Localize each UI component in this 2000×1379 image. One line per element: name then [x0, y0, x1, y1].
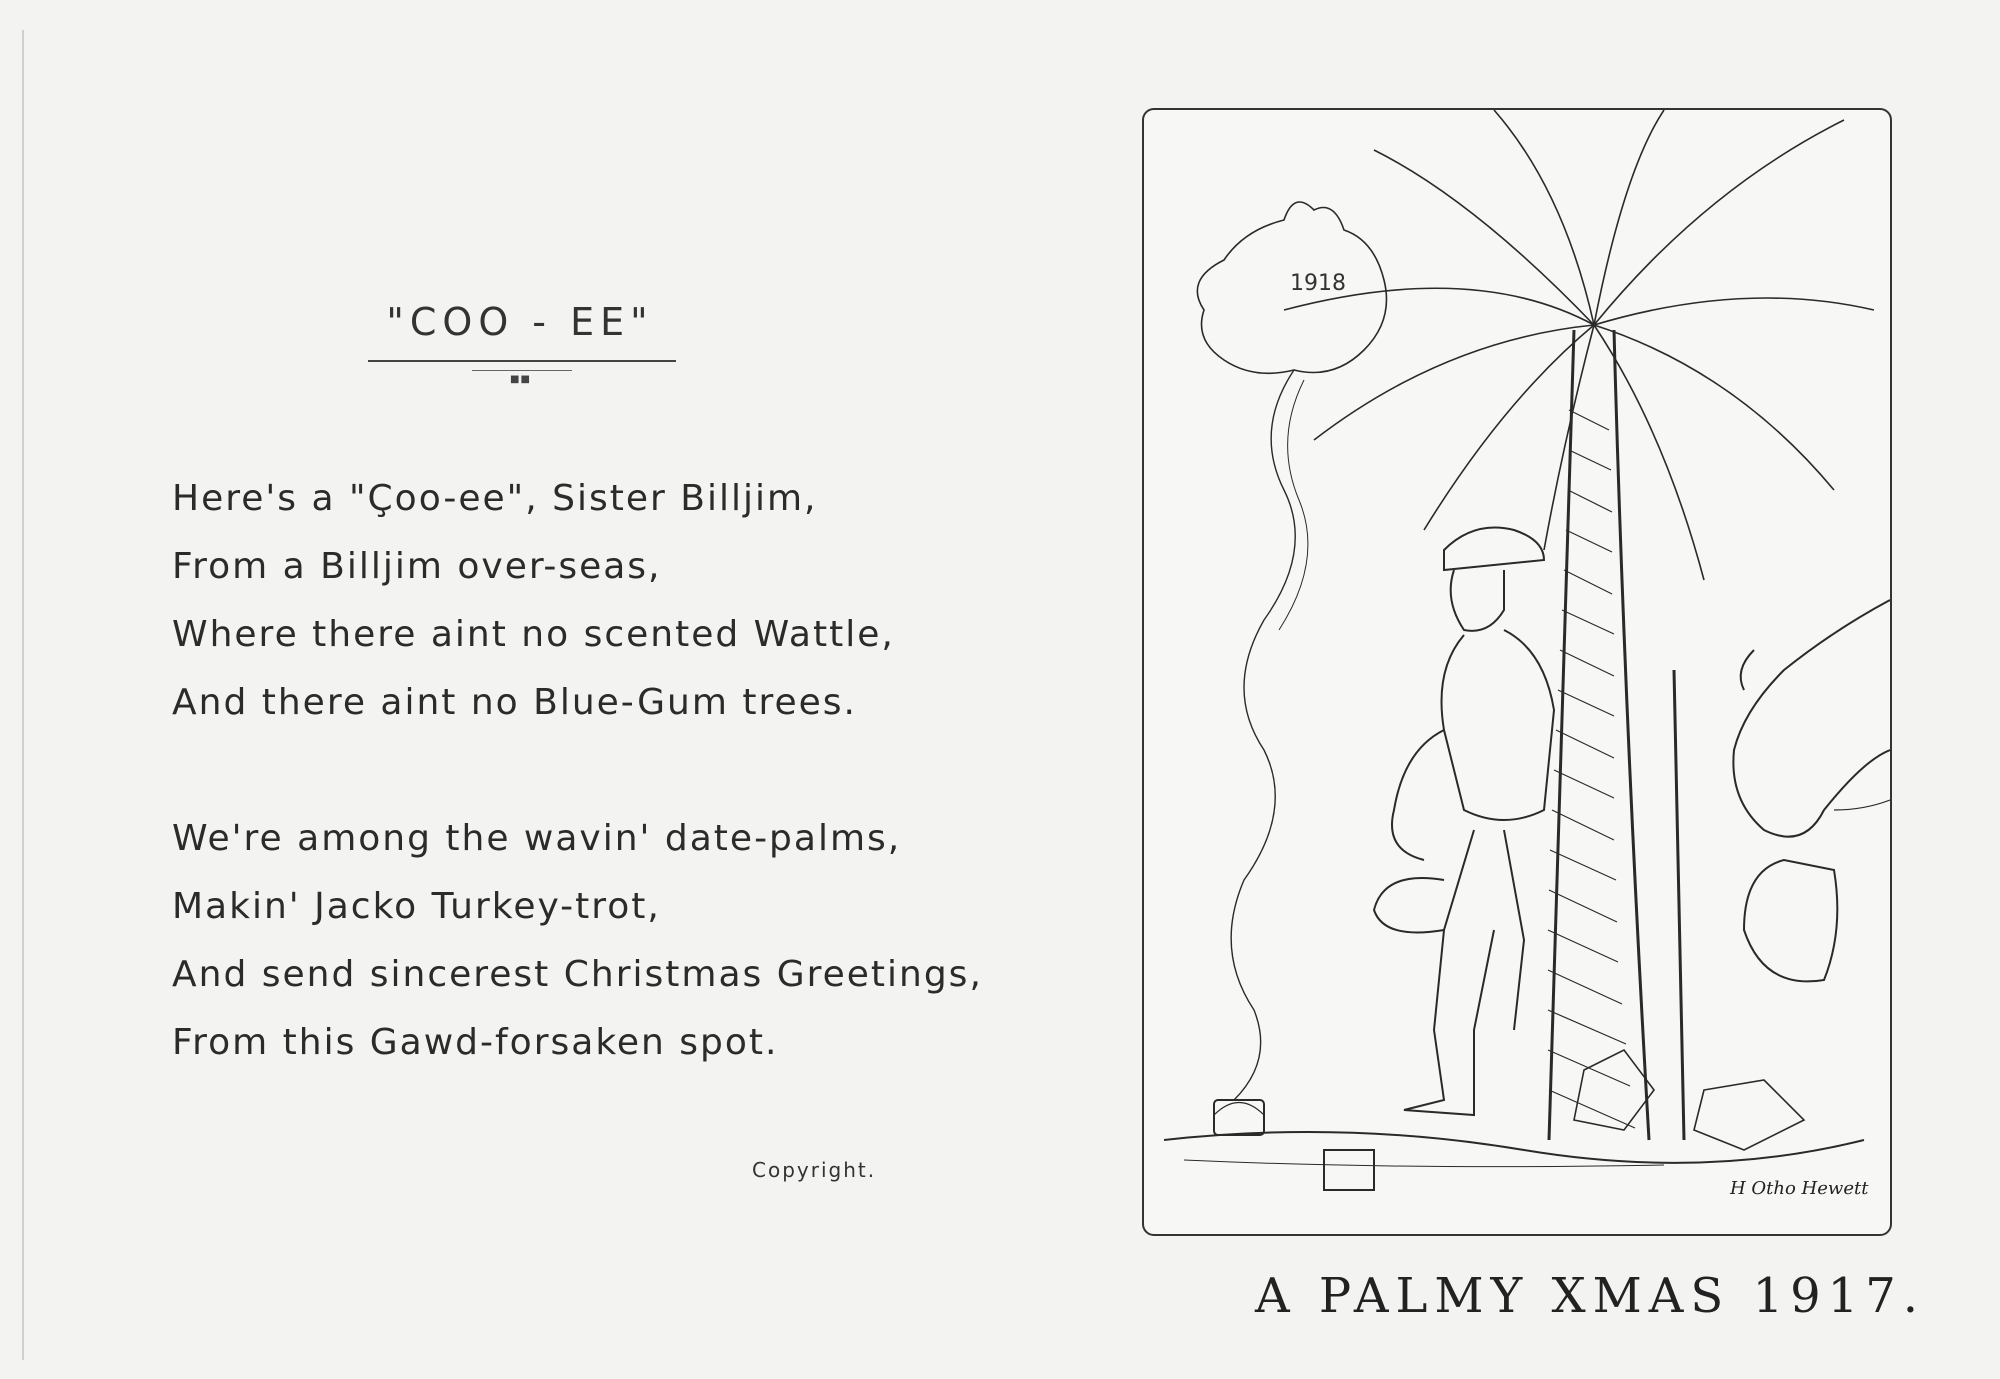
- copyright-notice: Copyright.: [752, 1158, 877, 1182]
- horse-head: [1733, 600, 1890, 981]
- poem-line: From this Gawd-forsaken spot.: [172, 1022, 779, 1063]
- illustration-frame: [1142, 108, 1892, 1236]
- palm-fronds: [1284, 110, 1874, 580]
- poem-line: Makin' Jacko Turkey-trot,: [172, 886, 661, 927]
- poem-line: Where there aint no scented Wattle,: [172, 614, 895, 655]
- stanza-one: [172, 465, 895, 737]
- poem-title: "COO - EE": [386, 300, 654, 344]
- palm-trunk: [1549, 330, 1574, 1140]
- poem-line: We're among the wavin' date-palms,: [172, 818, 902, 859]
- poem-line: From a Billjim over-seas,: [172, 546, 662, 587]
- nosebag: [1744, 860, 1837, 981]
- title-short-rule: [472, 370, 572, 371]
- ground-line: [1164, 1132, 1864, 1163]
- rifle: [1674, 670, 1684, 1140]
- poem-line: And send sincerest Christmas Greetings,: [172, 954, 983, 995]
- palm-soldier-illustration: [1144, 110, 1890, 1234]
- poem-line: And there aint no Blue-Gum trees.: [172, 682, 857, 723]
- stanza-two: [172, 805, 983, 1077]
- billy-can: [1214, 1100, 1264, 1135]
- smoke-trail: [1231, 370, 1295, 1100]
- ration-tin: [1324, 1150, 1374, 1190]
- title-underline: [368, 360, 676, 362]
- artist-signature: H Otho Hewett: [1730, 1178, 1869, 1199]
- map-year-label: 1918: [1290, 271, 1346, 296]
- poem-line: Here's a "Çoo-ee", Sister Billjim,: [172, 478, 818, 519]
- page-edge: [22, 30, 24, 1360]
- title-ornament: ■■: [510, 374, 531, 385]
- kit-bag: [1574, 1050, 1654, 1130]
- card-caption: A PALMY XMAS 1917.: [1255, 1268, 1925, 1324]
- soldier-figure: [1374, 528, 1554, 1116]
